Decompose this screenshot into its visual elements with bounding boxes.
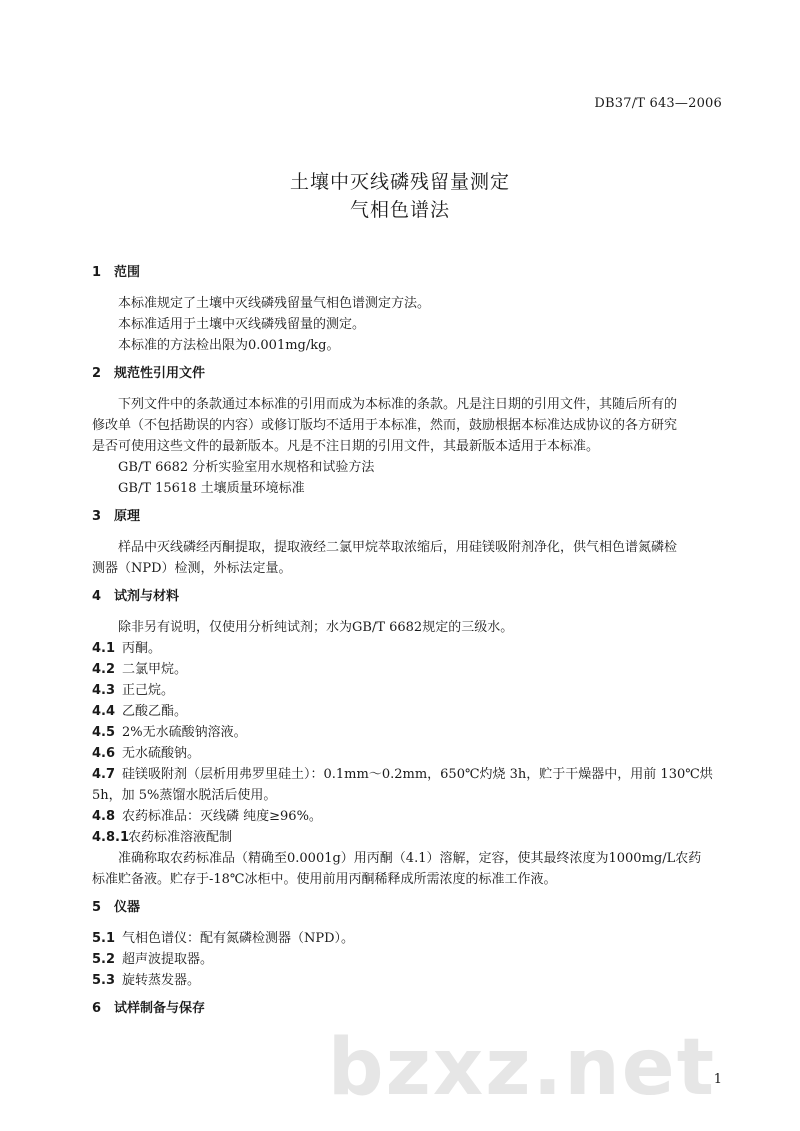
list-item: 5.1 气相色谱仪：配有氮磷检测器（NPD）。 (92, 931, 355, 946)
sub-list-item: 4.8.1农药标准溶液配制 (92, 830, 233, 845)
list-item-continuation: 5h，加 5%蒸馏水脱活后使用。 (92, 788, 277, 803)
watermark: bzxz.net (327, 1023, 716, 1113)
section-heading-sample-preparation: 6 试样制备与保存 (92, 1001, 206, 1016)
title-line-2: 气相色谱法 (349, 199, 450, 221)
paragraph-line: 下列文件中的条款通过本标准的引用而成为本标准的条款。凡是注日期的引用文件，其随后所有的 (118, 397, 678, 412)
list-item: 4.1 丙酮。 (92, 641, 162, 656)
paragraph: 本标准的方法检出限为0.001mg/kg。 (118, 338, 340, 353)
list-item: 5.2 超声波提取器。 (92, 952, 214, 967)
list-item: 4.7 硅镁吸附剂（层析用弗罗里硅土）：0.1mm～0.2mm，650℃灼烧 3h，贮于干燥器中，用前 130℃烘 (92, 767, 713, 782)
paragraph-line: 标准贮备液。贮存于-18℃冰柜中。使用前用丙酮稀释成所需浓度的标准工作液。 (92, 872, 557, 887)
list-item: 4.8 农药标准品：灭线磷 纯度≥96%。 (92, 809, 322, 824)
section-heading-scope: 1 范围 (92, 265, 141, 280)
paragraph-line: 修改单（不包括勘误的内容）或修订版均不适用于本标准，然而，鼓励根据本标准达成协议的各方研究 (92, 418, 678, 433)
section-heading-references: 2 规范性引用文件 (92, 366, 206, 381)
document-body (92, 263, 728, 1029)
paragraph-line: 准确称取农药标准品（精确至0.0001g）用丙酮（4.1）溶解，定容，使其最终浓度为1000mg/L农药 (118, 851, 702, 866)
paragraph-line: 是否可使用这些文件的最新版本。凡是不注日期的引用文件，其最新版本适用于本标准。 (92, 439, 600, 454)
standard-code: DB37/T 643—2006 (594, 96, 722, 111)
list-item: 5.3 旋转蒸发器。 (92, 973, 201, 988)
list-item: 4.4 乙酸乙酯。 (92, 704, 188, 719)
section-heading-apparatus: 5 仪器 (92, 900, 141, 915)
paragraph: 本标准适用于土壤中灭线磷残留量的测定。 (118, 317, 366, 332)
paragraph-line: 测器（NPD）检测，外标法定量。 (92, 561, 292, 576)
list-item: 4.6 无水硫酸钠。 (92, 746, 201, 761)
title-line-1: 土壤中灭线磷残留量测定 (289, 171, 510, 193)
section-heading-principle: 3 原理 (92, 509, 141, 524)
document-title (0, 168, 800, 224)
paragraph: 本标准规定了土壤中灭线磷残留量气相色谱测定方法。 (118, 296, 431, 311)
paragraph: 除非另有说明，仅使用分析纯试剂；水为GB/T 6682规定的三级水。 (118, 620, 514, 635)
list-item: 4.2 二氯甲烷。 (92, 662, 188, 677)
list-item: 4.5 2%无水硫酸钠溶液。 (92, 725, 247, 740)
section-heading-reagents: 4 试剂与材料 (92, 589, 180, 604)
page-number: 1 (713, 1072, 722, 1087)
paragraph-line: 样品中灭线磷经丙酮提取，提取液经二氯甲烷萃取浓缩后，用硅镁吸附剂净化，供气相色谱氮磷检 (118, 540, 678, 555)
list-item: 4.3 正己烷。 (92, 683, 175, 698)
reference-item: GB/T 6682 分析实验室用水规格和试验方法 (118, 460, 375, 475)
reference-item: GB/T 15618 土壤质量环境标准 (118, 481, 305, 496)
